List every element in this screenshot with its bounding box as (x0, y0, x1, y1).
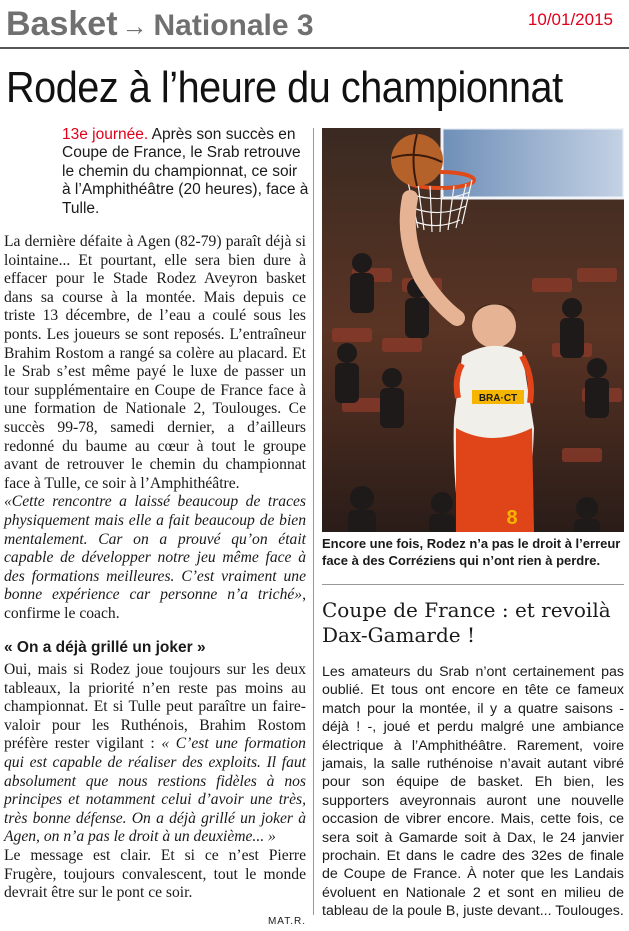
quote-text: « C’est une formation qui est capable de réaliser des exploits. Il faut absolument que nous restions fidèles à nos principes et notamment celui d’avoir une très, très bonne défense. On a déjà grillé un joker à Agen, on n’a pas le droit à un deuxième... » (4, 735, 306, 846)
coach-quote (4, 493, 306, 623)
header-divider (0, 47, 629, 49)
rubric-label: Basket (6, 5, 118, 43)
section-rubric (6, 4, 314, 46)
basketball-photo (322, 128, 624, 532)
photo-caption: Encore une fois, Rodez n’a pas le droit à l’erreur face à des Corréziens qui n’ont rien à perdre. (322, 536, 621, 568)
article-lead (62, 126, 310, 218)
jersey-number: 8 (506, 507, 518, 529)
column-divider (313, 128, 314, 915)
article-body (4, 233, 306, 931)
author-signature: MAT.R. (267, 915, 306, 927)
body-paragraph: Le message est clair. Et si ce n’est Pierre Frugère, toujours convalescent, tout le monde devrait être sur le pont ce soir. (4, 847, 306, 902)
sidebar-title: Coupe de France : et revoilà Dax-Gamarde ! (322, 598, 611, 647)
intertitle: « On a déjà grillé un joker » (4, 639, 206, 657)
sidebar-text: Les amateurs du Srab n’ont certainement pas oublié. Et tous ont encore en tête ce fameux match pour la montée, il y a quatre saisons - déjà ! -, joué et perdu malgré une ambiance électrique à l’Amphithéâtre. Rarement, voire jamais, la salle ruthénoise n’avait autant vibré pour son équipe de basket. Eh bien, les supporters aveyronnais auront une nouvelle occasion de vibrer encore. Mais, cette fois, ce sera soit à Gamarde soit à Dax, le 24 janvier prochain. Et dans le cadre des 32es de finale de Coupe de France. À noter que les Landais évoluent en Nationale 2 et sont en milieu de tableau de la poule B, juste devant... Toulouges. (322, 664, 624, 920)
body-paragraph (4, 661, 306, 847)
article-title: Rodez à l’heure du championnat (6, 63, 563, 112)
jersey-sponsor-text: BRA·CT (478, 393, 518, 404)
publication-date: 10/01/2015 (527, 10, 613, 29)
paragraph-text: Oui, mais si Rodez joue toujours sur les deux tableaux, la priorité n’en reste pas moins au championnat. Et si Tulle peut paraître un faire-valoir pour les Ruthénois, Brahim Rostom préfère rester vigilant : (4, 661, 306, 753)
quote-text: «Cette rencontre a laissé beaucoup de traces physiquement mais elle a fait beaucoup de bien mentalement. Car on a prouvé qu’on était capable de développer notre jeu même face à des formations meilleures. C’est vraiment une bonne expérience car personne n’a triché» (4, 493, 306, 604)
quote-attribution: , confirme le coach. (4, 586, 306, 622)
lead-text: Après son succès en Coupe de France, le Srab retrouve le chemin du championnat, ce soir à l’Amphithéâtre (20 heures), face à Tulle. (62, 126, 309, 217)
lead-kicker: 13e journée. (62, 126, 149, 143)
body-paragraph: La dernière défaite à Agen (82-79) paraît déjà si lointaine... Et pourtant, elle sera bien dure à effacer pour le Stade Rodez Aveyron basket dans sa course à la montée. Mais depuis ce triste 13 décembre, de l’eau a coulé sous les ponts. Les joueurs se sont reposés. L’entraîneur Brahim Rostom a rangé sa colère au placard. Et le Srab s’est même payé le luxe de passer un tour supplémentaire en Coupe de France face à une formation de Nationale 2, Toulouges. Ce succès 99-78, samedi dernier, a d’ailleurs redonné du baume au cœur à tout le groupe avant de retrouver le chemin du championnat face à Tulle, ce soir à l’Amphithéâtre. (4, 233, 306, 492)
sidebar-divider (322, 584, 624, 585)
photo-illustration (322, 128, 624, 532)
arrow-icon: → (121, 11, 148, 41)
section-label: Nationale 3 (153, 9, 314, 42)
